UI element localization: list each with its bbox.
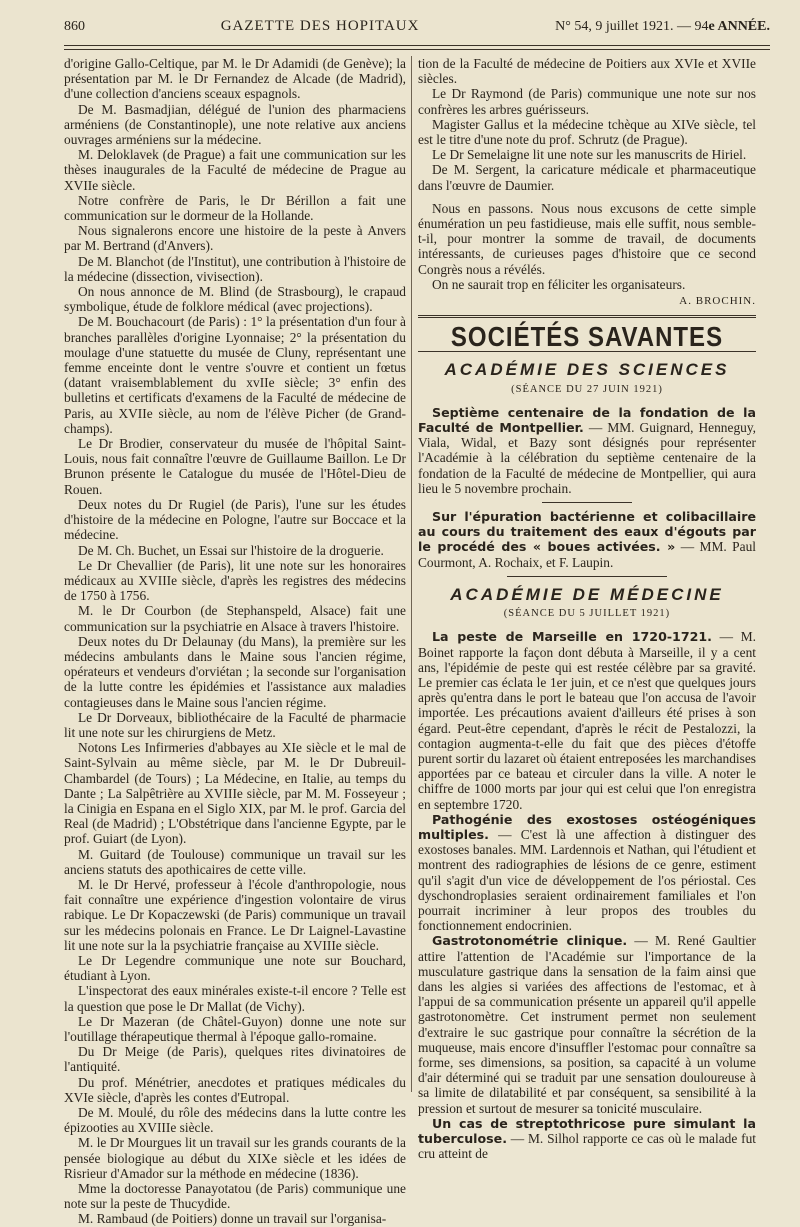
- communication-body: — MM. Guignard, Henneguy, Viala, Widal, et Bazy sont désignés pour représenter l'Académie à la célébration du septième centenaire de la fondation de la Faculté de médecine de Montpellier, qui aura lieu le 5 novembre prochain.: [418, 420, 757, 496]
- academie-sciences-seance: (SÉANCE DU 27 JUIN 1921): [511, 383, 663, 395]
- paragraph: M. Guitard (de Toulouse) communique un travail sur les anciens statuts des apothicaires de cette ville.: [64, 846, 406, 877]
- communication-body: — MM. Paul Courmont, A. Rochaix, et F. Laupin.: [418, 539, 756, 570]
- paragraph: On ne saurait trop en féliciter les organisateurs.: [432, 276, 686, 292]
- communication-heading: Septième centenaire de la fondation de la Faculté de Montpellier.: [418, 404, 756, 436]
- paragraph: Notons Les Infirmeries d'abbayes au XIe siècle et le mal de Saint-Sylvain au même siècle, par M. le Dr Dubreuil-Chambardel (de Tours) ; La Médecine, en Italie, au temps du Dante ; La Salpêtrière au XVIIIe siècle, par M. M. Fosseyeur ; la Cinigia en Espana en el Siglo XIX, par M. le prof. Garcia del Real (de Madrid) ; L'Obstétrique dans l'ancienne Egypte, par le prof. Guiart (de Lyon).: [64, 740, 406, 847]
- paragraph: M. le Dr Hervé, professeur à l'école d'anthropologie, nous fait connaître une expérience d'ingestion volontaire de virus rabique. Le Dr Kopaczewski (de Paris) communique un travail sur les médecins polonais en France. Le Dr Laignel-Lavastine lit une note sur la la psychiatrie française au XVIIIe siècle.: [64, 876, 406, 953]
- paragraph: Le Dr Raymond (de Paris) communique une note sur nos confrères les arbres guérisseurs.: [418, 86, 756, 117]
- paragraph: Deux notes du Dr Rugiel (de Paris), l'une sur les études d'histoire de la médecine en Pologne, l'autre sur Boccace et la médecine.: [64, 496, 406, 543]
- paragraph: M. le Dr Mourgues lit un travail sur les grands courants de la pensée biologique au début du XIXe siècle et les idées de Risrieur d'Amador sur la méthode en médecine (1836).: [64, 1135, 406, 1181]
- paragraph: M. le Dr Courbon (de Stephanspeld, Alsace) fait une communication sur la psychiatrie en Alsace à travers l'histoire.: [64, 603, 406, 634]
- paragraph: tion de la Faculté de médecine de Poitiers aux XVIe et XVIIe siècles.: [418, 56, 756, 87]
- paragraph: De M. Ch. Buchet, un Essai sur l'histoire de la droguerie.: [78, 542, 384, 558]
- paragraph: M. Deloklavek (de Prague) a fait une communication sur les thèses inaugurales de la Faculté de médecine de Prague au XVIIe siècle.: [64, 147, 406, 193]
- paragraph: De M. Basmadjian, délégué de l'union des pharmaciens arméniens (de Constantinople), une note relative aux anciens ouvrages arméniens sur la médecine.: [64, 101, 406, 148]
- communication-heading: Gastrotonométrie clinique.: [432, 933, 628, 949]
- communication-body: — C'est là une affection à distinguer des exostoses banales. MM. Lardennois et Nathan, qui l'étudient et montrent des radiographies de lésions de ce genre, estiment qu'il s'agit d'un vice de développement de l'os périostal. Ces dyschondroplasies seraient ordinairement familiales et l'on pourrait incriminer à leur propos des troubles du fonctionnement endocrinien.: [418, 826, 756, 934]
- paragraph: Le Dr Dorveaux, bibliothécaire de la Faculté de pharmacie lit une note sur les chirurgiens de Metz.: [64, 709, 406, 740]
- communication-heading: Pathogénie des exostoses ostéogéniques multiples.: [418, 811, 756, 842]
- paragraph: L'inspectorat des eaux minérales existe-t-il encore ? Telle est la question que pose le Dr Mallat (de Vichy).: [64, 983, 406, 1014]
- communication-item: [418, 629, 756, 811]
- paragraph: De M. Bouchacourt (de Paris) : 1° la présentation d'un four à branches parallèles d'origine Lyonnaise; 2° la présentation du moulage d'une statuette du musée de Cluny, représentant une femme enceinte dont le ventre s'ouvre et contient un fœtus (datant vraisemblablement du xvIIe siècle; 3° enfin des bulletins et certificats d'examens de la Faculté de médecine de Paris, au XVIIe siècle, au nom de l'élève Picher (de Grand-champs).: [64, 314, 406, 436]
- journal-title: GAZETTE DES HOPITAUX: [220, 18, 420, 34]
- page-header: [64, 18, 770, 46]
- author-signature: A. BROCHIN.: [679, 295, 756, 308]
- issue-year-label: e ANNÉE.: [708, 19, 770, 34]
- paragraph: Deux notes du Dr Delaunay (du Mans), la première sur les médecins ambulants dans le Maine sous l'ancien régime, opérateurs et vendeurs d'orviétan ; la seconde sur l'organisation de la lutte contre les épidémies et l'assistance aux maladies contagieuses dans le Maine sous l'ancien régime.: [64, 633, 406, 710]
- communication-item: [418, 1116, 756, 1162]
- paragraph: d'origine Gallo-Celtique, par M. le Dr Adamidi (de Genève); la présentation par M. le Dr Fernandez de Alcade (de Madrid), d'une collection d'anciens sceaux espagnols.: [64, 56, 406, 102]
- academie-medecine-title: ACADÉMIE DE MÉDECINE: [450, 584, 724, 604]
- paragraph: Le Dr Chevallier (de Paris), lit une note sur les honoraires médicaux au XVIIIe siècle, d'après les registres des médecins de 1750 à 1756.: [64, 557, 406, 604]
- paragraph: Du Dr Meige (de Paris), quelques rites divinatoires de l'antiquité.: [64, 1044, 406, 1075]
- paragraph: Le Dr Brodier, conservateur du musée de l'hôpital Saint-Louis, nous fait connaître l'œuvre de Guillaume Baillon. Le Dr Brunon présente le Catalogue du musée de l'Hôtel-Dieu de Rouen.: [64, 436, 406, 497]
- paragraph: Le Dr Semelaigne lit une note sur les manuscrits de Hiriel.: [432, 147, 747, 163]
- paragraph: Le Dr Legendre communique une note sur Bouchard, étudiant à Lyon.: [64, 952, 406, 984]
- communication-item: [418, 405, 756, 496]
- communication-body: — M. René Gaultier attire l'attention de l'Académie sur l'importance de la musculature gastrique dans la sensation de la faim ainsi que dans les algies si variées des affections de l'estomac, et à l'appui de sa communication présente un appareil qu'il appelle gastrotonomètre. Cet instrument permet non seulement d'extraire le suc gastrique pour connaître la sécrétion de la muqueuse, mais encore d'insuffler l'estomac pour connaître sa forme, ses dimensions, sa position, sa capacité à un volume d'air déterminé qui se traduit par une sensation douloureuse à sa limite de dilatabilité et par conséquent, sa sensibilité à la pression et surtout de mesurer sa tonicité musculaire.: [418, 933, 756, 1116]
- page-number: 860: [64, 19, 85, 34]
- paragraph: De M. Moulé, du rôle des médecins dans la lutte contre les épizooties au XVIIIe siècle.: [64, 1105, 406, 1136]
- academie-medecine-items: [418, 629, 756, 1161]
- congress-report-end: [418, 56, 756, 193]
- paragraph: M. Rambaud (de Poitiers) donne un travail sur l'organisa-: [78, 1211, 387, 1227]
- section-rule: [418, 315, 756, 318]
- communication-heading: Sur l'épuration bactérienne et colibacillaire au cours du traitement des eaux d'égouts par le procédé des « boues activées. »: [418, 509, 756, 555]
- communication-heading: La peste de Marseille en 1720-1721.: [432, 629, 712, 645]
- header-rule: [64, 49, 770, 50]
- paragraph: Notre confrère de Paris, le Dr Bérillon a fait une communication sur le dormeur de la Hollande.: [64, 192, 406, 224]
- section-title: SOCIÉTÉS SAVANTES: [450, 322, 724, 354]
- paragraph: Nous en passons. Nous nous excusons de cette simple énumération un peu fastidieuse, mais elle suffit, nous semble-t-il, pour montrer la somme de travail, de documents intéressants, de curieuses pages d'histoire que ce second Congrès nous a révélés.: [418, 200, 756, 277]
- communication-item: [418, 509, 756, 570]
- closing-remarks: [418, 201, 756, 292]
- item-separator: [542, 502, 632, 503]
- academie-medecine-seance: (SÉANCE DU 5 JUILLET 1921): [503, 608, 671, 620]
- paragraph: Du prof. Ménétrier, anecdotes et pratiques médicales du XVIe siècle, d'après les contes d'Eutropal.: [64, 1074, 406, 1105]
- academie-sciences-items: [418, 405, 756, 570]
- communication-heading: Un cas de streptothricose pure simulant la tuberculose.: [418, 1115, 756, 1146]
- issue-date: N° 54, 9 juillet 1921. — 94: [555, 19, 709, 34]
- communication-item: [418, 812, 756, 934]
- separator-rule: [507, 576, 667, 577]
- communication-body: — M. Silhol rapporte ce cas où le malade fut cru atteint de: [418, 1131, 756, 1162]
- paragraph: De M. Sergent, la caricature médicale et pharmaceutique dans l'œuvre de Daumier.: [418, 162, 756, 193]
- column-divider: [411, 56, 412, 1092]
- left-column: [64, 56, 406, 1227]
- communication-item: [418, 933, 756, 1115]
- communication-body: — M. Boinet rapporte la façon dont débuta à Marseille, il y a cent ans, l'épidémie de peste qui est restée célèbre par sa gravité. Le premier cas éclata le 1er juin, et ce n'est que quelques jours après qu'entra dans le port le bateau que l'on accusa de l'avoir importée. Les précautions avaient d'ailleurs été prises à son égard. Peut-être cependant, d'après le récit de Pestalozzi, la contagion augmenta-t-elle du fait que des pièces d'étoffe purent sortir du lazaret où étaient entreposées les marchandises apportées par ce bateau et circuler dans la ville. A noter le chiffre de 1000 morts par jour qui est celui que l'on enregistra en septembre 1720.: [418, 629, 757, 812]
- paragraph: On nous annonce de M. Blind (de Strasbourg), le crapaud symbolique, étude de folklore médical (avec projections).: [64, 284, 406, 315]
- paragraph: Mme la doctoresse Panayotatou (de Paris) communique une note sur la peste de Thucydide.: [64, 1181, 406, 1212]
- issue-info: [555, 19, 770, 35]
- paragraph: Nous signalerons encore une histoire de la peste à Anvers par M. Bertrand (d'Anvers).: [64, 223, 406, 254]
- paragraph: De M. Blanchot (de l'Institut), une contribution à l'histoire de la médecine (dissection, vivisection).: [64, 253, 406, 284]
- academie-sciences-title: ACADÉMIE DES SCIENCES: [444, 360, 730, 380]
- paragraph: Le Dr Mazeran (de Châtel-Guyon) donne une note sur l'outillage thérapeutique thermal à l'époque gallo-romaine.: [64, 1013, 406, 1044]
- paragraph: Magister Gallus et la médecine tchèque au XIVe siècle, tel est le titre d'une note du prof. Schrutz (de Prague).: [418, 116, 756, 148]
- right-column: [418, 56, 757, 1162]
